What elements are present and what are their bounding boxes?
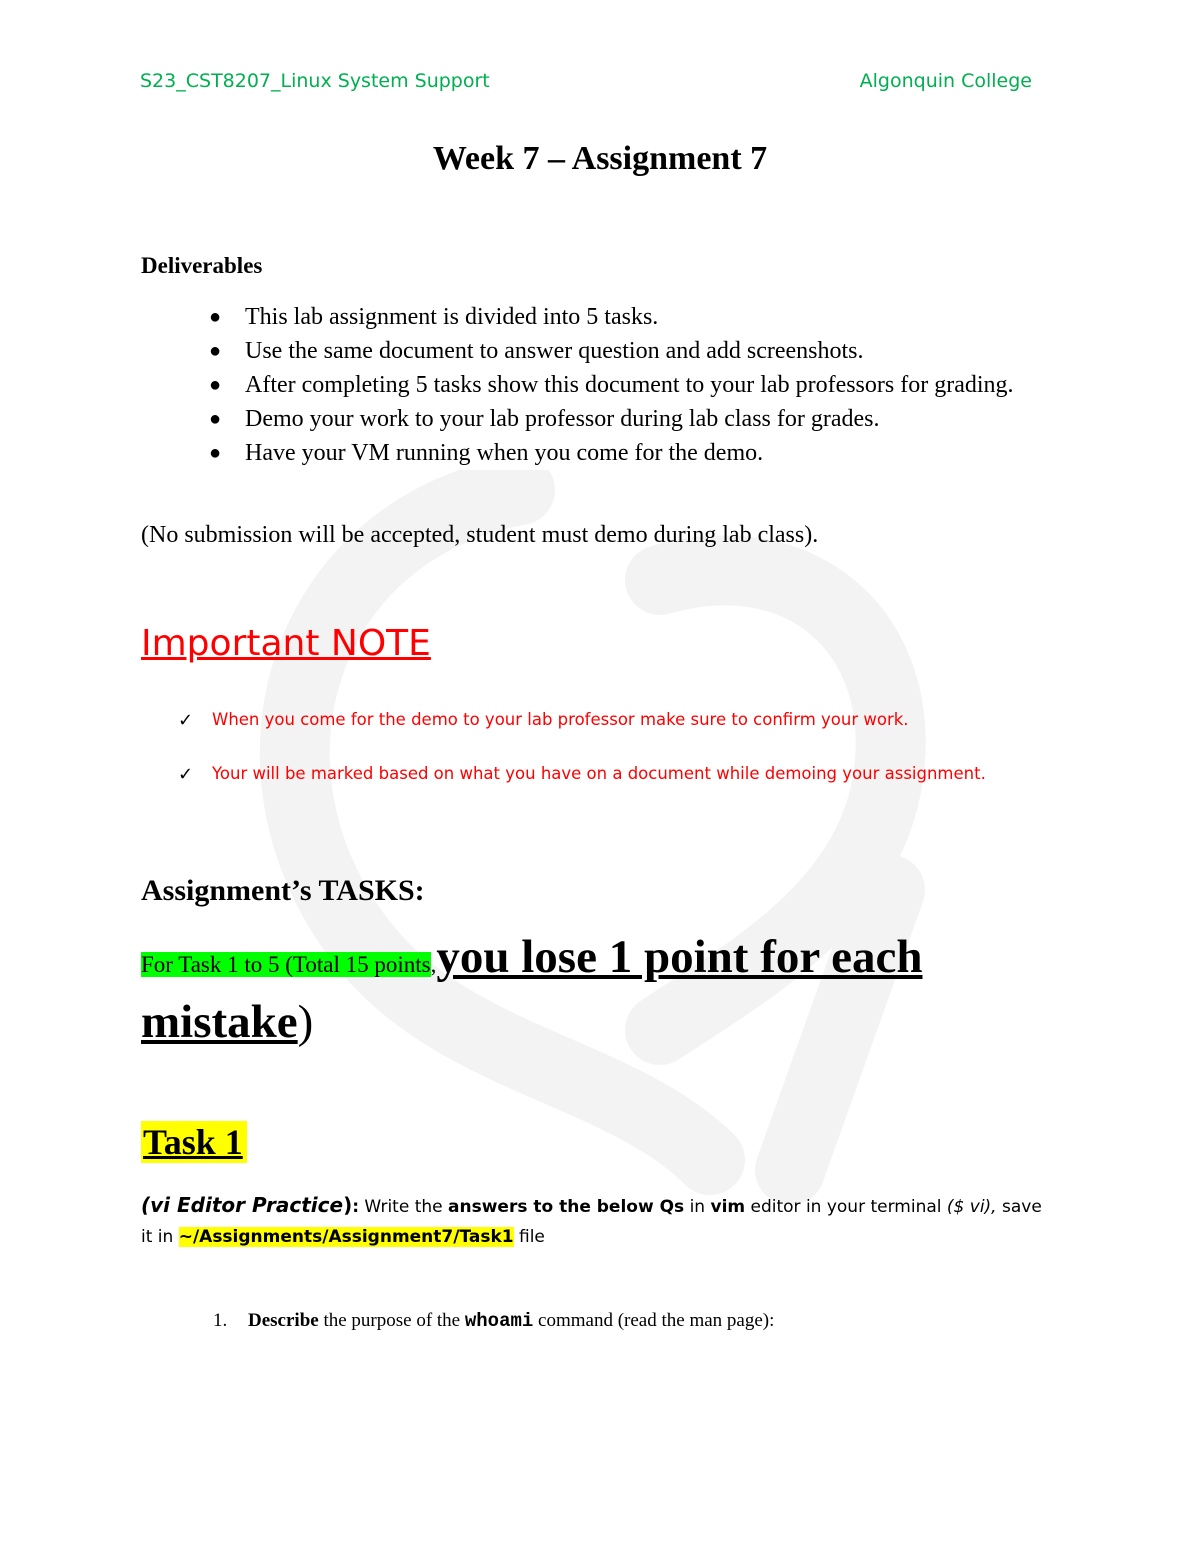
comma: ,	[430, 952, 437, 977]
important-notes-list	[178, 710, 986, 818]
task1-heading: Task 1	[141, 1121, 247, 1163]
deliverables-heading: Deliverables	[141, 253, 263, 278]
course-title: S23_CST8207_Linux System Support	[140, 70, 490, 92]
important-note-heading: Important NOTE	[141, 623, 431, 664]
list-item: ● Demo your work to your lab professor during lab class for grades.	[205, 402, 1045, 436]
close-paren: )	[297, 996, 314, 1048]
command-name: whoami	[464, 1310, 534, 1332]
list-item: ✓ When you come for the demo to your lab professor make sure to confirm your work.	[178, 710, 909, 731]
checkmark-icon: ✓	[178, 710, 194, 731]
list-item: ● Have your VM running when you come for the demo.	[205, 436, 1045, 470]
checkmark-icon: ✓	[178, 764, 194, 785]
question-1: 1. Describe the purpose of the whoami command (read the man page):	[213, 1310, 775, 1332]
college-name: Algonquin College	[859, 70, 1032, 92]
bullet-icon: ●	[209, 408, 222, 430]
list-item: ● After completing 5 tasks show this document to your lab professors for grading.	[205, 368, 1045, 402]
deliverables-list	[205, 300, 1045, 470]
mistake-text: mistake	[141, 996, 298, 1048]
page-title: Week 7 – Assignment 7	[432, 140, 768, 177]
bullet-icon: ●	[209, 374, 222, 396]
tasks-heading: Assignment’s TASKS:	[141, 874, 425, 907]
task1-file-path: ~/Assignments/Assignment7/Task1	[178, 1227, 514, 1247]
list-item: ✓ Your will be marked based on what you have on a document while demoing your assignment.	[178, 764, 986, 785]
page-header	[140, 70, 1032, 92]
points-highlight: For Task 1 to 5 (Total 15 points	[141, 952, 431, 977]
bullet-icon: ●	[209, 340, 222, 362]
submission-note: (No submission will be accepted, student must demo during lab class).	[141, 522, 819, 548]
list-item: ● This lab assignment is divided into 5 tasks.	[205, 300, 1045, 334]
bullet-icon: ●	[209, 442, 222, 464]
points-statement	[141, 930, 1051, 1052]
lose-point-text: you lose 1 point for each	[436, 931, 923, 983]
list-item: ● Use the same document to answer question and add screenshots.	[205, 334, 1045, 368]
task1-instructions: (vi Editor Practice): Write the answers to the below Qs in vim editor in your terminal ($ vi), save it in ~/Assignments/Assignment7/Task1 file	[141, 1193, 1042, 1247]
bullet-icon: ●	[209, 306, 222, 328]
